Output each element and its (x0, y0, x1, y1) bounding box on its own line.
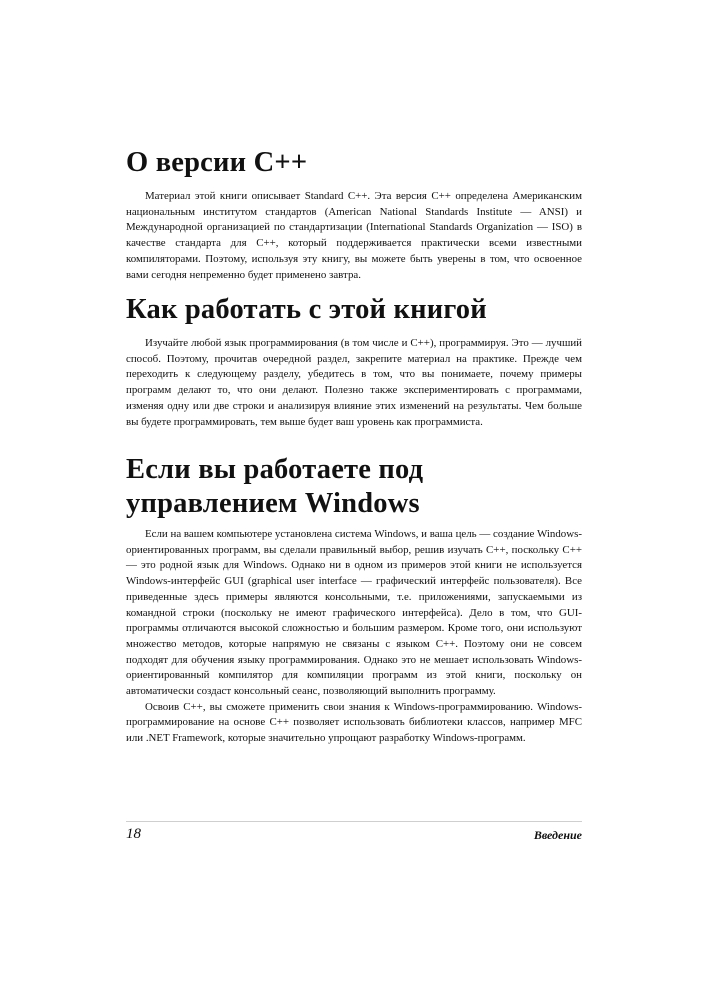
paragraph: Изучайте любой язык программирования (в том числе и C++), программируя. Это — лучший способ. Поэтому, прочитав очередной раздел, закрепите материал на практике. Прежде чем переходить к следующему разделу, убедитесь в том, что вы понимаете, почему примеры программ делают то, что они делают. Полезно также экспериментировать с программами, изменяя одну или две строки и анализируя влияние этих изменений на результаты. Чем больше вы будете программировать, тем выше будет ваш уровень как программиста. (126, 337, 582, 428)
page-number: 18 (126, 826, 141, 842)
paragraph: Материал этой книги описывает Standard C++. Эта версия C++ определена Американским национальным институтом стандартов (American National Standards Institute — ANSI) и Международной организацией по стандартизации (International Standards Organization — ISO) в качестве стандарта для C++, который поддерживается практически всеми известными компиляторами. Поэтому, используя эту книгу, вы можете быть уверены в том, что освоенное вами сегодня непременно будет применено завтра. (126, 190, 582, 281)
paragraph: Если на вашем компьютере установлена система Windows, и ваша цель — создание Windows-ориентированных программ, вы сделали правильный выбор, решив изучать C++, поскольку C++ — это родной язык для Windows. Однако ни в одном из примеров этой книги не используется Windows-интерфейс GUI (graphical user interface — графический интерфейс пользователя). Все приведенные здесь примеры являются консольными, т.е. приложениями, запускаемыми из командной строки (поскольку не имеют графического интерфейса). Дело в том, что GUI-программы отличаются высокой сложностью и большим размером. Кроме того, они используют множество методов, которые напрямую не связаны с языком C++. Поэтому они не совсем подходят для обучения языку программирования. Однако это не мешает использовать Windows-ориентированный компилятор для компиляции программ из этой книги, поскольку он автоматически создаст консольный сеанс, позволяющий выполнить программу. (126, 528, 582, 698)
section-body-windows (126, 527, 582, 747)
section-body-how-to-use-book (126, 336, 582, 430)
section-heading-line: Если вы работаете под (126, 454, 424, 485)
section-heading-line: управлением Windows (126, 488, 420, 519)
section-heading-windows (126, 453, 423, 521)
running-title: Введение (533, 828, 582, 842)
section-body-cpp-version (126, 189, 582, 283)
section-heading-how-to-use-book: Как работать с этой книгой (126, 294, 487, 325)
paragraph: Освоив C++, вы сможете применить свои знания к Windows-программированию. Windows-программирование на основе C++ позволяет использовать библиотеки классов, например MFC или .NET Framework, которые значительно упрощают разработку Windows-программ. (126, 700, 582, 745)
section-heading-cpp-version: О версии C++ (126, 147, 308, 178)
footer-divider (126, 821, 582, 822)
